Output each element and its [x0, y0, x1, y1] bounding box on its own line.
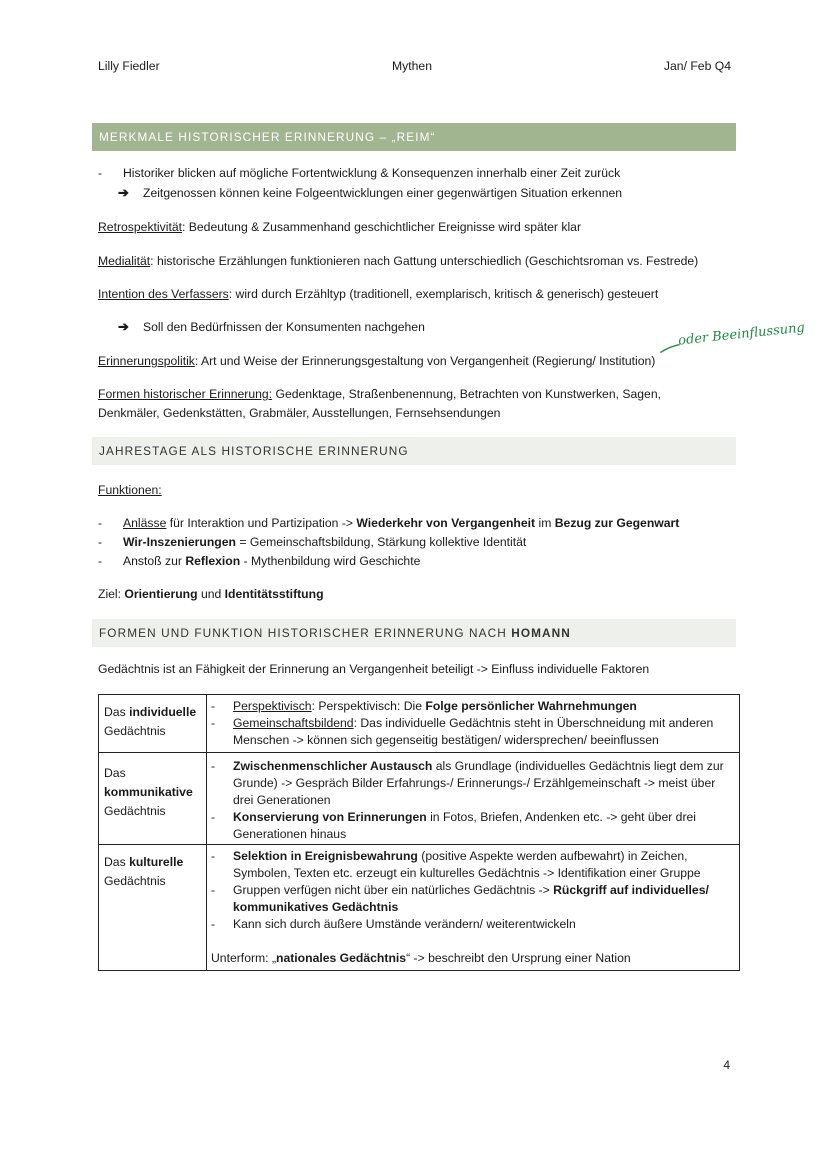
text: Ziel: [98, 587, 125, 601]
bullet-dash: - [211, 699, 216, 713]
row-label-individuell [99, 695, 207, 753]
list-item [211, 698, 733, 715]
header-title: Mythen [392, 59, 432, 73]
text: “ -> beschreibt den Ursprung einer Nation [406, 951, 631, 965]
text: (positive Aspekte werden aufbewahrt) in Zeichen, Symbolen, Texten etc. erzeugt ein kulturelles Gedächtnis -> Identifikation einer Gruppe [233, 849, 701, 880]
row-content-kulturell [207, 845, 740, 971]
list-item [211, 882, 733, 916]
row-content-kommunikativ [207, 753, 740, 845]
page-number: 4 [723, 1058, 730, 1072]
bullet-dash: - [98, 166, 103, 180]
text: = Gemeinschaftsbildung, Stärkung kollektive Identität [235, 535, 527, 549]
section-heading-jahrestage: JAHRESTAGE ALS HISTORISCHE ERINNERUNG [92, 437, 736, 465]
bullet-dash: - [211, 810, 216, 824]
bold: Konservierung von Erinnerungen [233, 810, 427, 824]
header-date: Jan/ Feb Q4 [663, 59, 731, 73]
arrow-right-icon: ➔ [118, 319, 129, 334]
term: Perspektivisch [233, 699, 312, 713]
bold: individuelle [129, 705, 197, 719]
handwritten-note [677, 319, 805, 350]
text: Gruppen verfügen nicht über ein natürliches Gedächtnis -> [233, 883, 554, 897]
text: Gedächtnis [104, 724, 166, 738]
list-item [211, 715, 733, 749]
bullet-text [123, 514, 679, 532]
row-content-individuell [207, 695, 740, 753]
arrow-beduerfnisse [118, 318, 425, 336]
bullet-dash: - [211, 883, 216, 897]
text: im [535, 516, 555, 530]
list-item [211, 916, 733, 933]
bold: Selektion in Ereignisbewahrung [233, 849, 418, 863]
list-item [211, 848, 733, 882]
paragraph-erinnerungspolitik [98, 352, 738, 370]
bold: Identitätsstiftung [224, 587, 324, 601]
bold: Rückgriff auf individuelles/ kommunikatives Gedächtnis [233, 883, 709, 914]
row-label-kommunikativ [99, 753, 207, 845]
text: : Perspektivisch: Die [311, 699, 426, 713]
gedaechtnis-table [98, 694, 740, 971]
text: Kann sich durch äußere Umstände verändern/ weiterentwickeln [233, 917, 576, 931]
bold: Wir-Inszenierungen [123, 535, 236, 549]
bullet-dash: - [98, 516, 103, 530]
text: Gedächtnis [104, 804, 166, 818]
text: Anstoß zur [123, 554, 186, 568]
header-author: Lilly Fiedler [98, 59, 160, 73]
paragraph-medialitaet [98, 252, 738, 270]
term: Medialität [98, 254, 151, 268]
text: Das [104, 766, 126, 780]
text: Gedächtnis [104, 874, 166, 888]
heading-bold: HOMANN [511, 626, 571, 640]
paragraph-intention [98, 285, 738, 303]
bullet-anstoss [98, 552, 420, 570]
bold: Orientierung [124, 587, 198, 601]
funktionen-label: Funktionen: [98, 483, 162, 497]
text: Das [104, 855, 130, 869]
paragraph-ziel [98, 585, 738, 603]
bold: Folge persönlicher Wahrnehmungen [425, 699, 637, 713]
unterform-line [211, 950, 733, 967]
section-heading-merkmale: MERKMALE HISTORISCHER ERINNERUNG – „REIM“ [92, 123, 736, 151]
bullet-wir-inszenierungen [98, 533, 526, 551]
text: in Fotos, Briefen, Andenken etc. -> geht über drei Generationen hinaus [233, 810, 696, 841]
paragraph-retrospektivitaet [98, 218, 738, 236]
arrow-zeitgenossen [118, 184, 622, 202]
term: Erinnerungspolitik [98, 354, 195, 368]
arrow-text: Zeitgenossen können keine Folgeentwicklungen einer gegenwärtigen Situation erkennen [143, 186, 623, 200]
bullet-historiker [98, 164, 620, 182]
term: Anlässe [123, 516, 167, 530]
definition-line2: Denkmäler, Gedenkstätten, Grabmäler, Ausstellungen, Fernsehsendungen [98, 406, 501, 420]
definition: : historische Erzählungen funktionieren nach Gattung unterschiedlich (Geschichtsroman vs. Festrede) [150, 254, 699, 268]
text: : Das individuelle Gedächtnis steht in Überschneidung mit anderen Menschen -> können sich gegenseitig bestätigen/ widersprechen/ beeinflussen [233, 716, 714, 747]
arrow-text: Soll den Bedürfnissen der Konsumenten nachgehen [143, 320, 425, 334]
bold: kulturelle [129, 855, 184, 869]
definition: : Art und Weise der Erinnerungsgestaltung von Vergangenheit (Regierung/ Institution) [194, 354, 656, 368]
bold: Zwischenmenschlicher Austausch [233, 759, 433, 773]
text: und [197, 587, 225, 601]
definition: : wird durch Erzähltyp (traditionell, exemplarisch, kritisch & generisch) gesteuert [228, 287, 659, 301]
heading-text: FORMEN UND FUNKTION HISTORISCHER ERINNERUNG NACH [99, 626, 512, 640]
text: - Mythenbildung wird Geschichte [240, 554, 421, 568]
text: als Grundlage (individuelles Gedächtnis liegt dem zur Grunde) -> Gespräch Bilder Erfahrungs-/ Erinnerungs-/ Erzählgemeinschaft -> meist über drei Generationen [233, 759, 724, 807]
table-row [99, 845, 740, 971]
list-item [211, 758, 733, 809]
table-row [99, 695, 740, 753]
bullet-dash: - [211, 849, 216, 863]
term: Intention des Verfassers [98, 287, 229, 301]
text: Unterform: „ [211, 951, 277, 965]
label-funktionen [98, 481, 738, 499]
text: Das [104, 705, 130, 719]
section-heading-homann [92, 619, 736, 647]
bullet-dash: - [98, 554, 103, 568]
bold: Reflexion [185, 554, 241, 568]
bold: kommunikative [104, 785, 193, 799]
text: für Interaktion und Partizipation -> [166, 516, 357, 530]
term: Formen historischer Erinnerung: [98, 387, 273, 401]
definition-line1: Gedenktage, Straßenbenennung, Betrachten von Kunstwerken, Sagen, [272, 387, 662, 401]
arrow-right-icon: ➔ [118, 185, 129, 200]
bullet-dash: - [211, 917, 216, 931]
bullet-text [123, 552, 420, 570]
bold: Bezug zur Gegenwart [554, 516, 680, 530]
bullet-text: Historiker blicken auf mögliche Fortentwicklung & Konsequenzen innerhalb einer Zeit zurück [123, 166, 621, 180]
bold: Wiederkehr von Vergangenheit [356, 516, 536, 530]
bullet-dash: - [211, 759, 216, 773]
term: Retrospektivität [98, 220, 182, 234]
note-text: oder Beeinflussung [677, 320, 806, 349]
bullet-dash: - [98, 535, 103, 549]
bullet-anlaesse [98, 514, 679, 532]
bullet-dash: - [211, 716, 216, 730]
table-row [99, 753, 740, 845]
bullet-text [123, 533, 526, 551]
list-item [211, 809, 733, 843]
paragraph-intro: Gedächtnis ist an Fähigkeit der Erinnerung an Vergangenheit beteiligt -> Einfluss individuelle Faktoren [98, 662, 650, 676]
bold: nationales Gedächtnis [276, 951, 407, 965]
row-label-kulturell [99, 845, 207, 971]
definition: : Bedeutung & Zusammenhand geschichtlicher Ereignisse wird später klar [182, 220, 582, 234]
paragraph-formen [98, 385, 738, 423]
term: Gemeinschaftsbildend [233, 716, 354, 730]
